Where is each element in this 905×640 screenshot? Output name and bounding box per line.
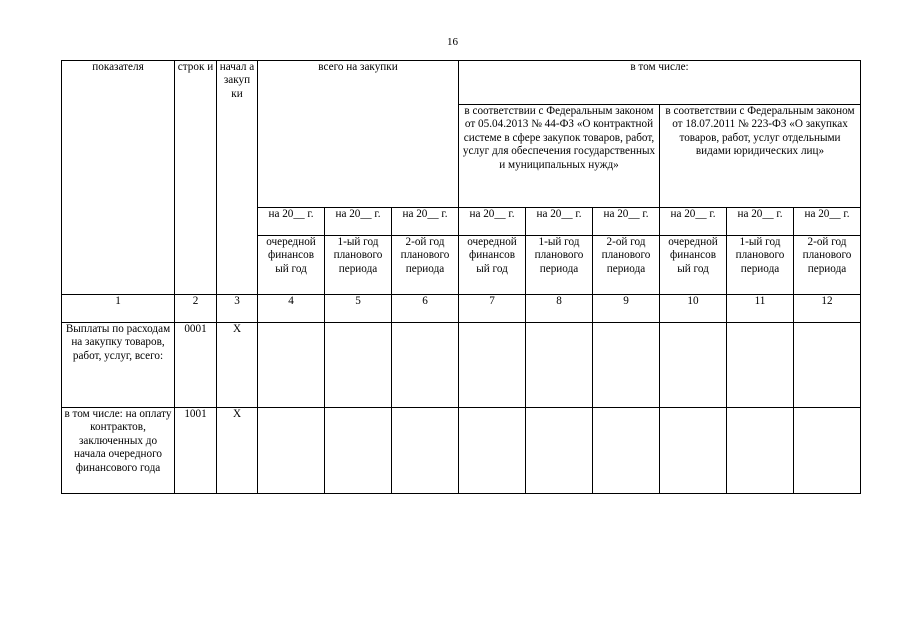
page-number: 16 bbox=[447, 36, 458, 48]
table-cell[interactable] bbox=[794, 408, 861, 494]
column-number-11: 11 bbox=[727, 295, 794, 323]
period-first-plan-col8: 1-ый год планового периода bbox=[526, 236, 593, 295]
year-label-col11: на 20__ г. bbox=[727, 208, 794, 236]
table-cell[interactable] bbox=[727, 408, 794, 494]
period-current-col10: очередной финансов ый год bbox=[660, 236, 727, 295]
year-label-col9: на 20__ г. bbox=[593, 208, 660, 236]
period-second-plan-col9: 2-ой год планового периода bbox=[593, 236, 660, 295]
header-including: в том числе: bbox=[459, 61, 861, 105]
table-row bbox=[62, 323, 861, 408]
column-number-2: 2 bbox=[175, 295, 217, 323]
column-number-7: 7 bbox=[459, 295, 526, 323]
header-indicator: показателя bbox=[62, 61, 175, 295]
table-cell[interactable] bbox=[593, 408, 660, 494]
table-cell[interactable] bbox=[392, 323, 459, 408]
column-number-12: 12 bbox=[794, 295, 861, 323]
year-label-col12: на 20__ г. bbox=[794, 208, 861, 236]
year-label-col6: на 20__ г. bbox=[392, 208, 459, 236]
table-cell[interactable] bbox=[258, 408, 325, 494]
column-number-8: 8 bbox=[526, 295, 593, 323]
header-row-code: строк и bbox=[175, 61, 217, 295]
year-label-col10: на 20__ г. bbox=[660, 208, 727, 236]
column-number-5: 5 bbox=[325, 295, 392, 323]
period-second-plan-col12: 2-ой год планового периода bbox=[794, 236, 861, 295]
header-total-procurement: всего на закупки bbox=[258, 61, 459, 208]
period-current-col4: очередной финансов ый год bbox=[258, 236, 325, 295]
row-label-prior-contracts: в том числе: на оплату контрактов, заключенных до начала очередного финансового года bbox=[62, 408, 175, 494]
header-law-44fz: в соответствии с Федеральным законом от 05.04.2013 № 44-ФЗ «О контрактной системе в сфере закупок товаров, работ, услуг для обеспечения государственных и муниципальных нужд» bbox=[459, 105, 660, 208]
table-cell[interactable] bbox=[258, 323, 325, 408]
row-code-prior-contracts: 1001 bbox=[175, 408, 217, 494]
year-label-col7: на 20__ г. bbox=[459, 208, 526, 236]
column-number-4: 4 bbox=[258, 295, 325, 323]
table-cell[interactable] bbox=[459, 408, 526, 494]
column-number-3: 3 bbox=[217, 295, 258, 323]
year-label-col4: на 20__ г. bbox=[258, 208, 325, 236]
row-code-total: 0001 bbox=[175, 323, 217, 408]
column-number-10: 10 bbox=[660, 295, 727, 323]
table-cell[interactable] bbox=[526, 408, 593, 494]
period-current-col7: очередной финансов ый год bbox=[459, 236, 526, 295]
table-cell[interactable] bbox=[392, 408, 459, 494]
period-second-plan-col6: 2-ой год планового периода bbox=[392, 236, 459, 295]
table-cell[interactable] bbox=[660, 323, 727, 408]
header-start-of-procurement: начал а закуп ки bbox=[217, 61, 258, 295]
column-number-6: 6 bbox=[392, 295, 459, 323]
column-number-9: 9 bbox=[593, 295, 660, 323]
column-number-1: 1 bbox=[62, 295, 175, 323]
period-first-plan-col5: 1-ый год планового периода bbox=[325, 236, 392, 295]
row-label-total: Выплаты по расходам на закупку товаров, работ, услуг, всего: bbox=[62, 323, 175, 408]
table-cell[interactable] bbox=[325, 408, 392, 494]
header-law-223fz: в соответствии с Федеральным законом от 18.07.2011 № 223-ФЗ «О закупках товаров, работ, услуг отдельными видами юридических лиц» bbox=[660, 105, 861, 208]
row-start-prior-contracts: X bbox=[217, 408, 258, 494]
row-start-total: X bbox=[217, 323, 258, 408]
table-cell[interactable] bbox=[593, 323, 660, 408]
year-label-col8: на 20__ г. bbox=[526, 208, 593, 236]
table-cell[interactable] bbox=[660, 408, 727, 494]
period-first-plan-col11: 1-ый год планового периода bbox=[727, 236, 794, 295]
procurement-table bbox=[61, 60, 861, 494]
table-cell[interactable] bbox=[727, 323, 794, 408]
table-cell[interactable] bbox=[325, 323, 392, 408]
table-cell[interactable] bbox=[459, 323, 526, 408]
table-row bbox=[62, 408, 861, 494]
table-cell[interactable] bbox=[794, 323, 861, 408]
table-cell[interactable] bbox=[526, 323, 593, 408]
year-label-col5: на 20__ г. bbox=[325, 208, 392, 236]
